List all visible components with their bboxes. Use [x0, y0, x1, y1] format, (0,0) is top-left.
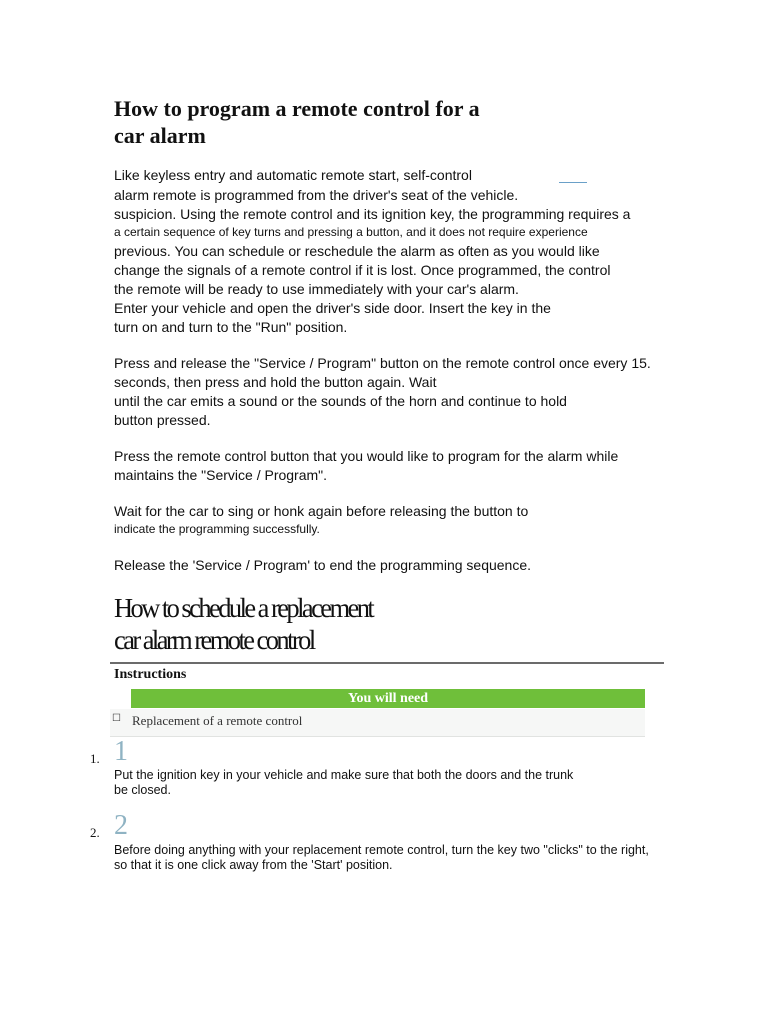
step-2-number: 2	[114, 810, 128, 841]
para5: Release the 'Service / Program' to end the programming sequence.	[114, 557, 532, 573]
step-2-line-2: so that it is one click away from the 'Start' position.	[114, 858, 393, 872]
page-title-line-2: car alarm	[114, 123, 206, 148]
checkbox-icon[interactable]: ☐	[112, 713, 121, 724]
para1-line-9: turn on and turn to the "Run" position.	[114, 319, 348, 335]
para4-line-1: Wait for the car to sing or honk again before releasing the button to	[114, 503, 529, 519]
need-list-item	[110, 709, 645, 737]
page-title-line-1: How to program a remote control for a	[114, 96, 480, 121]
para3-line-2: maintains the "Service / Program".	[114, 467, 328, 483]
step-1-number: 1	[114, 736, 128, 767]
para2-line-2: seconds, then press and hold the button again. Wait	[114, 374, 437, 390]
step-1-line-2: be closed.	[114, 783, 171, 797]
step-1-marker: 1.	[90, 751, 100, 766]
divider	[110, 662, 664, 664]
para1-line-1: Like keyless entry and automatic remote start, self-control	[114, 167, 472, 183]
para1-line-4: a certain sequence of key turns and pressing a button, and it does not require experience	[114, 225, 588, 239]
step-1-line-1: Put the ignition key in your vehicle and make sure that both the doors and the trunk	[114, 768, 574, 782]
instructions-label: Instructions	[114, 667, 187, 682]
para2-line-4: button pressed.	[114, 412, 211, 428]
para1-line-3: suspicion. Using the remote control and its ignition key, the programming requires a	[114, 206, 631, 222]
para1-line-7: the remote will be ready to use immediately with your car's alarm.	[114, 281, 519, 297]
para1-line-2: alarm remote is programmed from the driver's seat of the vehicle.	[114, 187, 519, 203]
step-2-marker: 2.	[90, 825, 100, 840]
section-heading-line-2: car alarm remote control	[114, 625, 314, 655]
link-underline[interactable]	[559, 182, 587, 183]
para2-line-3: until the car emits a sound or the sounds of the horn and continue to hold	[114, 393, 567, 409]
para4-line-2: indicate the programming successfully.	[114, 522, 320, 536]
step-2-line-1: Before doing anything with your replacement remote control, turn the key two "clicks" to the right,	[114, 843, 649, 857]
section-heading-line-1: How to schedule a replacement	[114, 593, 373, 623]
para1-line-5: previous. You can schedule or reschedule the alarm as often as you would like	[114, 243, 600, 259]
need-item-label: Replacement of a remote control	[132, 713, 303, 728]
para1-line-8: Enter your vehicle and open the driver's side door. Insert the key in the	[114, 300, 551, 316]
para1-line-6: change the signals of a remote control if it is lost. Once programmed, the control	[114, 262, 611, 278]
you-will-need-header: You will need	[131, 689, 645, 708]
para3-line-1: Press the remote control button that you would like to program for the alarm while	[114, 448, 619, 464]
para2-line-1: Press and release the "Service / Program" button on the remote control once every 15.	[114, 355, 651, 371]
